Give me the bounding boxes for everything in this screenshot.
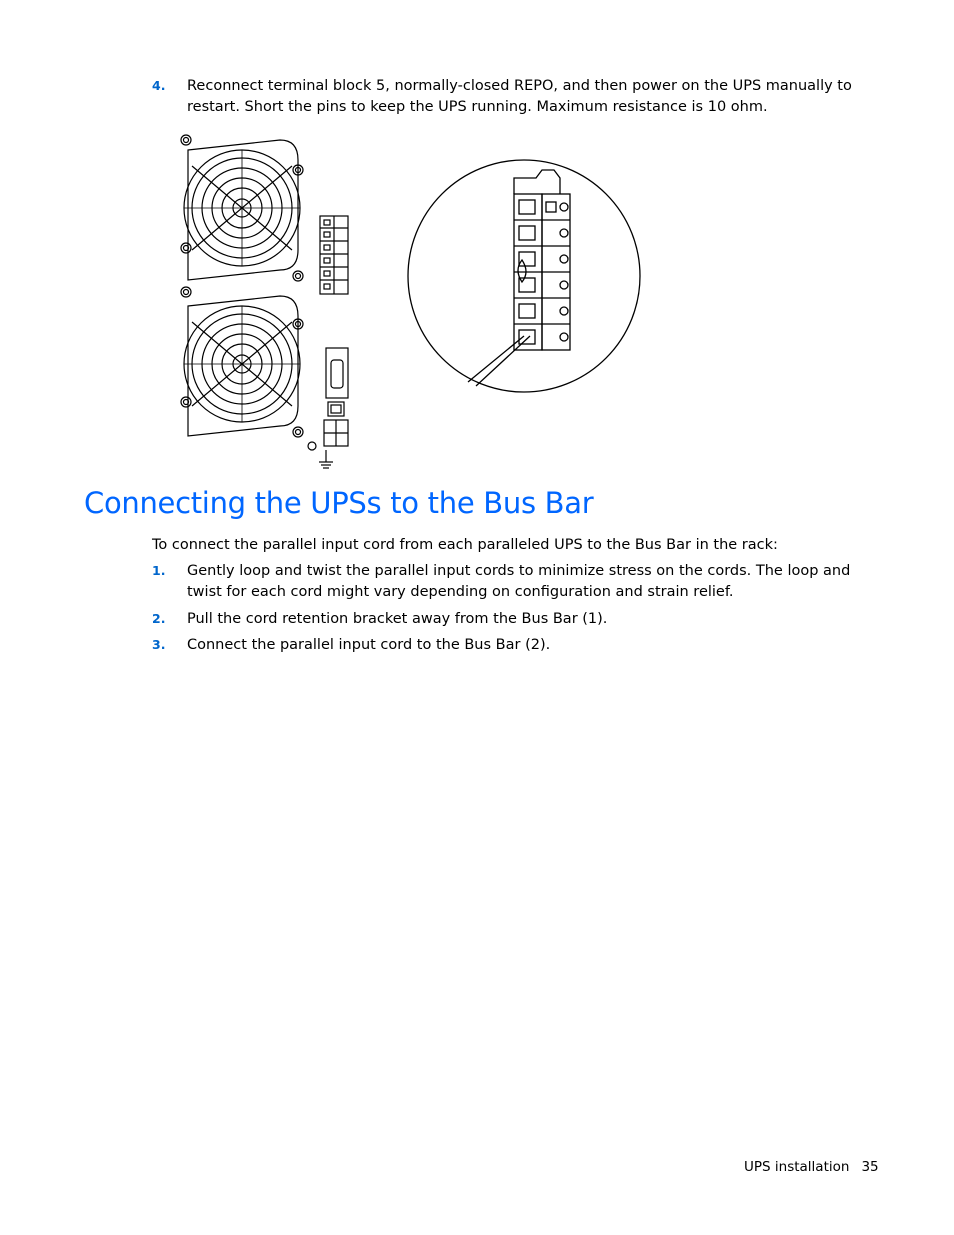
- serial-port-icon: [326, 348, 348, 398]
- terminal-block-detail-illustration: [406, 158, 644, 396]
- step-text: Pull the cord retention bracket away from the Bus Bar (1).: [187, 611, 608, 627]
- section-heading: Connecting the UPSs to the Bus Bar: [84, 486, 594, 520]
- step-text: Reconnect terminal block 5, normally-closed REPO, and then power on the UPS manually to restart. Short the pins to keep the UPS running. Maximum resistance is 10 ohm.: [187, 78, 852, 115]
- step-number: 4.: [152, 78, 166, 93]
- connector-icon: [324, 420, 348, 446]
- step-number: 3.: [152, 637, 166, 652]
- ups-rear-panel-illustration: [170, 128, 370, 470]
- page-footer: [744, 1159, 879, 1175]
- step-text: Gently loop and twist the parallel input cords to minimize stress on the cords. The loop and twist for each cord might vary depending on configuration and strain relief.: [187, 563, 851, 600]
- network-port-icon: [328, 402, 344, 416]
- step-text: Connect the parallel input cord to the Bus Bar (2).: [187, 637, 551, 653]
- section-intro: To connect the parallel input cord from each paralleled UPS to the Bus Bar in the rack:: [152, 537, 778, 553]
- step-number: 1.: [152, 563, 166, 578]
- lower-fan-icon: [184, 296, 300, 436]
- terminal-block-icon: [320, 216, 348, 294]
- page-number: 35: [861, 1159, 879, 1175]
- upper-fan-icon: [184, 140, 300, 280]
- footer-section-name: UPS installation: [744, 1159, 850, 1175]
- step-number: 2.: [152, 611, 166, 626]
